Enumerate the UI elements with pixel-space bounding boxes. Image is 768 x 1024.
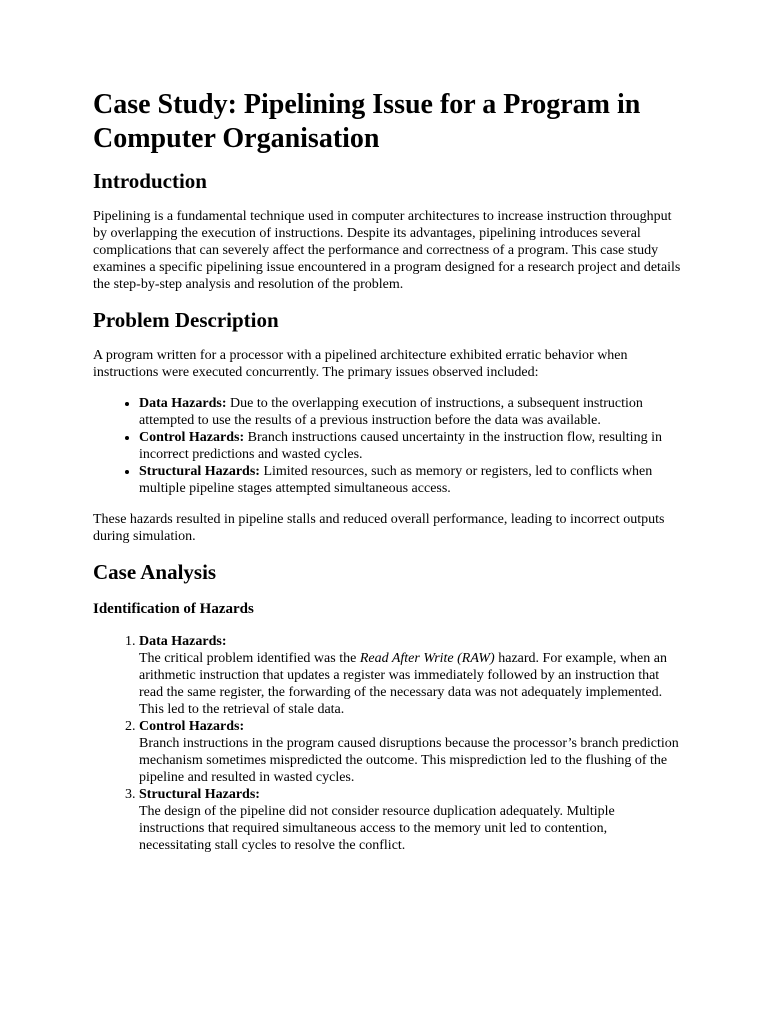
list-item-term: Control Hazards: [139, 430, 245, 445]
problem-paragraph: A program written for a processor with a pipelined architecture exhibited erratic behavior when instructions were executed concurrently. The primary issues observed included: [93, 348, 628, 380]
subheading-identification: Identification of Hazards [93, 601, 254, 617]
list-item-text: Branch instructions caused uncertainty in the instruction flow, resulting in incorrect predictions and wasted cycles. [139, 430, 662, 462]
list-item-italic: Read After Write (RAW) [359, 651, 495, 666]
list-item-term: Control Hazards: [139, 719, 245, 734]
list-item-term: Structural Hazards: [139, 787, 260, 802]
document-title: Case Study: Pipelining Issue for a Program in Computer Organisation [93, 89, 641, 154]
section-heading-introduction: Introduction [93, 169, 207, 193]
list-item [139, 463, 681, 497]
hazard-numbered-list [93, 633, 681, 854]
list-item-term: Structural Hazards: [139, 464, 260, 479]
list-item-text: Branch instructions in the program caused disruptions because the processor’s branch prediction mechanism sometimes mispredicted the outcome. This misprediction led to the flushing of the pipeline and resulted in wasted cycles. [139, 736, 679, 785]
list-item [139, 633, 681, 718]
list-item-text: Limited resources, such as memory or registers, led to conflicts when multiple pipeline stages attempted simultaneous access. [139, 464, 653, 496]
list-item [139, 429, 681, 463]
list-item-text: The critical problem identified was the [139, 651, 360, 666]
list-item [139, 718, 681, 786]
list-item [139, 786, 681, 854]
list-item-term: Data Hazards: [139, 396, 227, 411]
list-item-text: hazard. For example, when an arithmetic instruction that updates a register was immediately followed by an instruction that read the same register, the forwarding of the necessary data was not adequately implemented. This led to the retrieval of stale data. [139, 651, 667, 717]
section-heading-problem: Problem Description [93, 308, 279, 332]
intro-paragraph: Pipelining is a fundamental technique used in computer architectures to increase instruction throughput by overlapping the execution of instructions. Despite its advantages, pipelining introduces several complications that can severely affect the performance and correctness of a program. This case study examines a specific pipelining issue encountered in a program designed for a research project and details the step-by-step analysis and resolution of the problem. [93, 209, 681, 292]
document-page [93, 88, 681, 868]
section-heading-case-analysis: Case Analysis [93, 560, 217, 584]
hazard-bullet-list [93, 395, 681, 497]
list-item-term: Data Hazards: [139, 634, 227, 649]
problem-closing-paragraph: These hazards resulted in pipeline stalls and reduced overall performance, leading to incorrect outputs during simulation. [93, 512, 665, 544]
list-item-text: Due to the overlapping execution of instructions, a subsequent instruction attempted to use the results of a previous instruction before the data was available. [139, 396, 643, 428]
list-item-text: The design of the pipeline did not consider resource duplication adequately. Multiple instructions that required simultaneous access to the memory unit led to contention, necessitating stall cycles to resolve the conflict. [139, 804, 615, 853]
list-item [139, 395, 681, 429]
